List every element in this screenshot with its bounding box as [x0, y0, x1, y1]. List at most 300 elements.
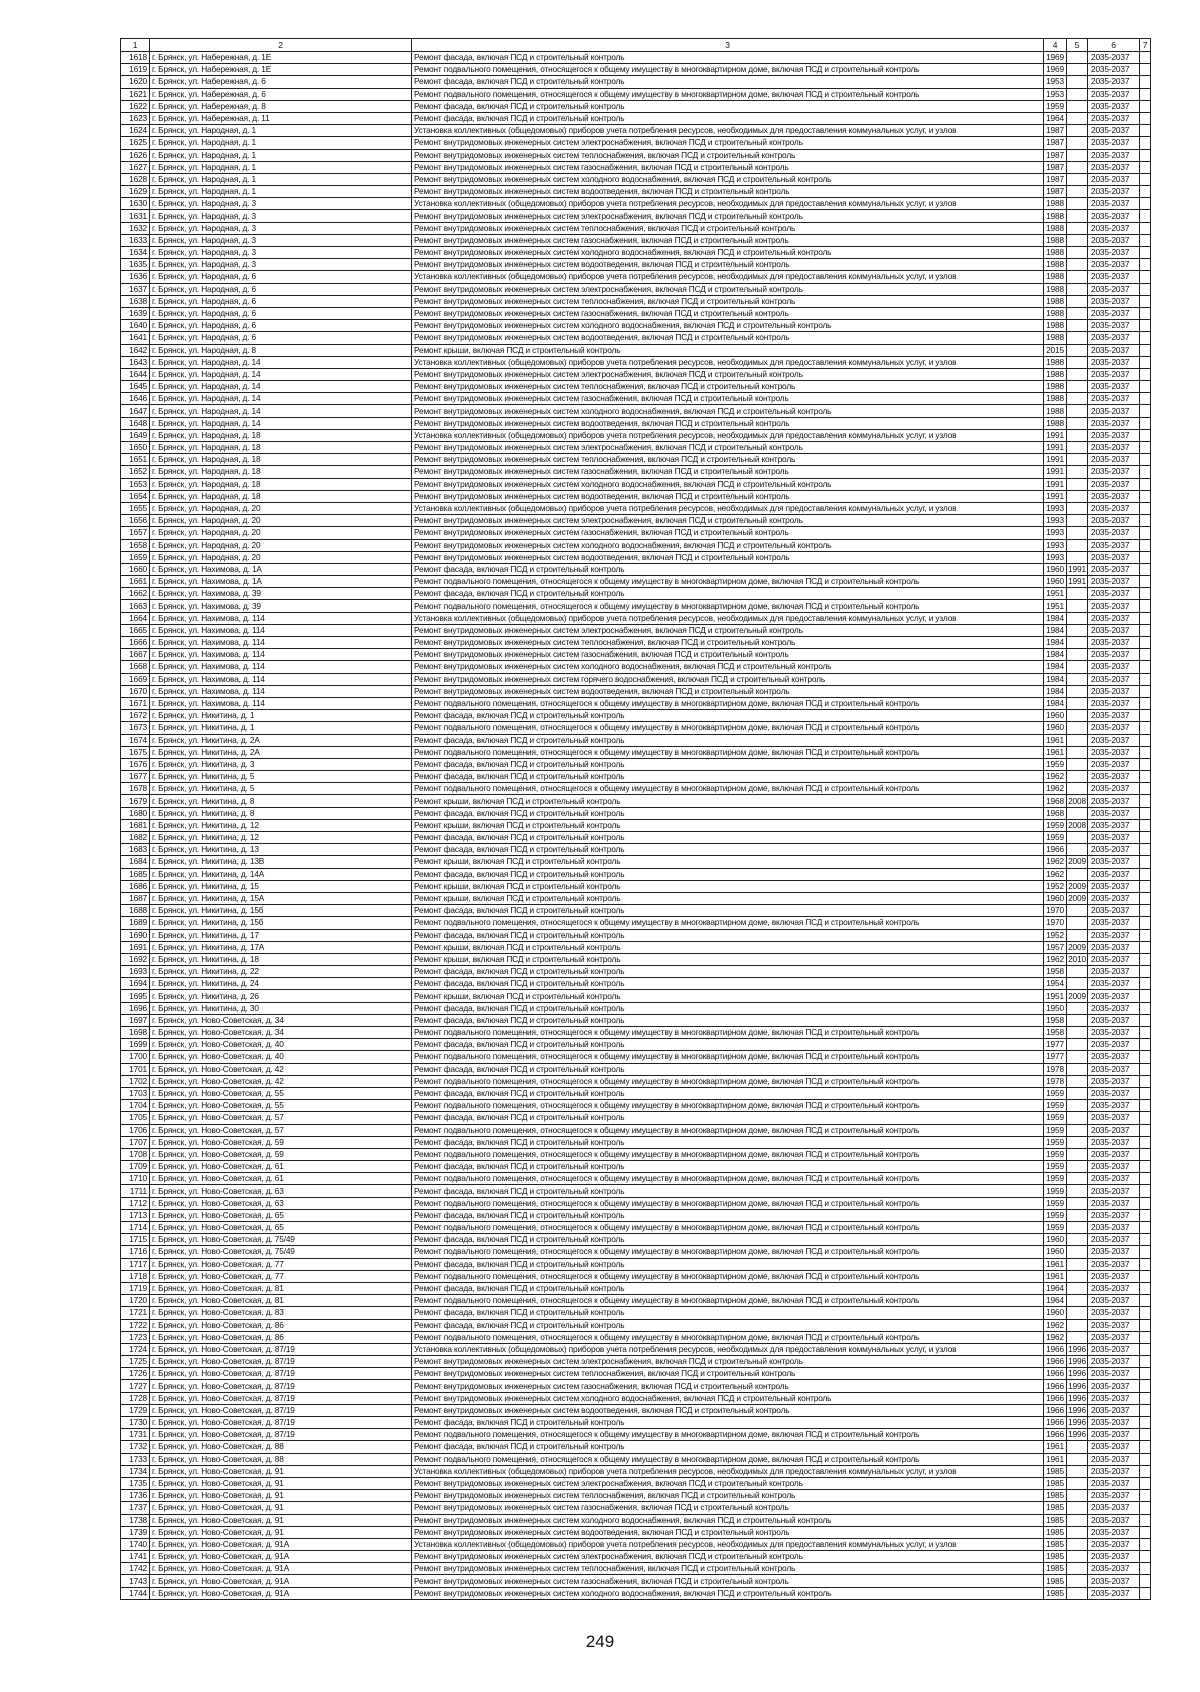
row-number: 1699: [121, 1039, 150, 1051]
build-year-cell: 1961: [1044, 746, 1067, 758]
last-repair-year-cell: [1067, 1526, 1088, 1538]
empty-col-7-cell: [1140, 1209, 1151, 1221]
planned-period-cell: 2035-2037: [1088, 112, 1140, 124]
address-cell: г. Брянск, ул. Ново-Советская, д. 77: [150, 1258, 412, 1270]
work-type-cell: Ремонт подвального помещения, относящегося к общему имуществу в многоквартирном доме, включая ПСД и строительный контроль: [412, 1075, 1044, 1087]
row-number: 1650: [121, 442, 150, 454]
address-cell: г. Брянск, ул. Народная, д. 20: [150, 515, 412, 527]
planned-period-cell: 2035-2037: [1088, 539, 1140, 551]
table-row: [121, 917, 1151, 929]
planned-period-cell: 2035-2037: [1088, 1258, 1140, 1270]
work-type-cell: Установка коллективных (общедомовых) приборов учета потребления ресурсов, необходимых для предоставления коммунальных услуг, и узлов: [412, 356, 1044, 368]
build-year-cell: 1987: [1044, 161, 1067, 173]
address-cell: г. Брянск, ул. Набережная, д. 1Е: [150, 64, 412, 76]
address-cell: г. Брянск, ул. Ново-Советская, д. 87/19: [150, 1380, 412, 1392]
planned-period-cell: 2035-2037: [1088, 844, 1140, 856]
planned-period-cell: 2035-2037: [1088, 1222, 1140, 1234]
row-number: 1657: [121, 527, 150, 539]
row-number: 1656: [121, 515, 150, 527]
address-cell: г. Брянск, ул. Народная, д. 1: [150, 173, 412, 185]
work-type-cell: Ремонт подвального помещения, относящегося к общему имуществу в многоквартирном доме, включая ПСД и строительный контроль: [412, 1429, 1044, 1441]
table-row: [121, 905, 1151, 917]
address-cell: г. Брянск, ул. Никитина, д. 13: [150, 844, 412, 856]
last-repair-year-cell: [1067, 356, 1088, 368]
table-row: [121, 161, 1151, 173]
address-cell: г. Брянск, ул. Народная, д. 3: [150, 234, 412, 246]
address-cell: г. Брянск, ул. Нахимова, д. 114: [150, 649, 412, 661]
last-repair-year-cell: 1996: [1068, 1404, 1086, 1415]
planned-period-cell: 2035-2037: [1088, 1319, 1140, 1331]
build-year-cell: 1959: [1044, 1161, 1067, 1173]
work-type-cell: Ремонт фасада, включая ПСД и строительный контроль: [412, 1039, 1044, 1051]
row-number: 1627: [121, 161, 150, 173]
address-cell: г. Брянск, ул. Ново-Советская, д. 83: [150, 1307, 412, 1319]
build-year-cell: 1954: [1044, 978, 1067, 990]
empty-col-7-cell: [1140, 173, 1151, 185]
address-cell: г. Брянск, ул. Народная, д. 18: [150, 478, 412, 490]
planned-period-cell: 2035-2037: [1088, 1465, 1140, 1477]
address-cell: г. Брянск, ул. Никитина, д. 22: [150, 966, 412, 978]
work-type-cell: Ремонт подвального помещения, относящегося к общему имуществу в многоквартирном доме, включая ПСД и строительный контроль: [412, 1246, 1044, 1258]
row-number: 1689: [121, 917, 150, 929]
work-type-cell: Ремонт внутридомовых инженерных систем холодного водоснабжения, включая ПСД и строительный контроль: [412, 1392, 1044, 1404]
table-row: [121, 1514, 1151, 1526]
work-type-cell: Ремонт подвального помещения, относящегося к общему имуществу в многоквартирном доме, включая ПСД и строительный контроль: [412, 1331, 1044, 1343]
planned-period-cell: 2035-2037: [1088, 1331, 1140, 1343]
address-cell: г. Брянск, ул. Народная, д. 6: [150, 320, 412, 332]
empty-col-7-cell: [1140, 52, 1151, 64]
empty-col-7-cell: [1140, 1100, 1151, 1112]
build-year-cell: 1952: [1044, 929, 1067, 941]
address-cell: г. Брянск, ул. Ново-Советская, д. 34: [150, 1027, 412, 1039]
last-repair-year-cell: 1996: [1068, 1429, 1086, 1440]
last-repair-year-cell: [1067, 832, 1088, 844]
row-number: 1626: [121, 149, 150, 161]
address-cell: г. Брянск, ул. Никитина, д. 30: [150, 1002, 412, 1014]
empty-col-7-cell: [1140, 1465, 1151, 1477]
build-year-cell: 1969: [1044, 64, 1067, 76]
address-cell: г. Брянск, ул. Ново-Советская, д. 91А: [150, 1551, 412, 1563]
last-repair-year-cell: 1996: [1068, 1343, 1086, 1354]
build-year-cell: 1993: [1044, 527, 1067, 539]
empty-col-7-cell: [1140, 673, 1151, 685]
last-repair-year-cell: [1067, 758, 1088, 770]
address-cell: г. Брянск, ул. Нахимова, д. 114: [150, 612, 412, 624]
empty-col-7-cell: [1140, 112, 1151, 124]
work-type-cell: Ремонт подвального помещения, относящегося к общему имуществу в многоквартирном доме, включая ПСД и строительный контроль: [412, 576, 1044, 588]
table-row: [121, 64, 1151, 76]
build-year-cell: 1970: [1044, 917, 1067, 929]
table-row: [121, 795, 1151, 807]
last-repair-year-cell: [1067, 1161, 1088, 1173]
empty-col-7-cell: [1140, 941, 1151, 953]
table-row: [121, 929, 1151, 941]
last-repair-year-cell: [1067, 1148, 1088, 1160]
last-repair-year-cell: [1067, 429, 1088, 441]
row-number: 1631: [121, 210, 150, 222]
row-number: 1733: [121, 1453, 150, 1465]
last-repair-year-cell: [1067, 649, 1088, 661]
address-cell: г. Брянск, ул. Нахимова, д. 114: [150, 685, 412, 697]
planned-period-cell: 2035-2037: [1088, 734, 1140, 746]
last-repair-year-cell: [1067, 1197, 1088, 1209]
table-row: [121, 478, 1151, 490]
build-year-cell: 1964: [1044, 1295, 1067, 1307]
planned-period-cell: 2035-2037: [1088, 929, 1140, 941]
address-cell: г. Брянск, ул. Народная, д. 18: [150, 454, 412, 466]
row-number: 1716: [121, 1246, 150, 1258]
empty-col-7-cell: [1140, 1136, 1151, 1148]
work-type-cell: Ремонт подвального помещения, относящегося к общему имуществу в многоквартирном доме, включая ПСД и строительный контроль: [412, 1100, 1044, 1112]
build-year-cell: 1991: [1044, 490, 1067, 502]
address-cell: г. Брянск, ул. Никитина, д. 17: [150, 929, 412, 941]
work-type-cell: Ремонт подвального помещения, относящегося к общему имуществу в многоквартирном доме, включая ПСД и строительный контроль: [412, 697, 1044, 709]
build-year-cell: 1984: [1044, 685, 1067, 697]
empty-col-7-cell: [1140, 1185, 1151, 1197]
row-number: 1619: [121, 64, 150, 76]
table-row: [121, 734, 1151, 746]
empty-col-7-cell: [1140, 247, 1151, 259]
last-repair-year-cell: [1067, 490, 1088, 502]
row-number: 1629: [121, 186, 150, 198]
work-type-cell: Ремонт внутридомовых инженерных систем горячего водоснабжения, включая ПСД и строительный контроль: [412, 673, 1044, 685]
table-row: [121, 490, 1151, 502]
table-row: [121, 758, 1151, 770]
row-number: 1727: [121, 1380, 150, 1392]
work-type-cell: Ремонт фасада, включая ПСД и строительный контроль: [412, 1234, 1044, 1246]
empty-col-7-cell: [1140, 1295, 1151, 1307]
table-row: [121, 1209, 1151, 1221]
row-number: 1704: [121, 1100, 150, 1112]
row-number: 1717: [121, 1258, 150, 1270]
last-repair-year-cell: [1067, 661, 1088, 673]
empty-col-7-cell: [1140, 783, 1151, 795]
row-number: 1630: [121, 198, 150, 210]
table-row: [121, 1319, 1151, 1331]
table-row: [121, 320, 1151, 332]
build-year-cell: 1961: [1044, 1453, 1067, 1465]
empty-col-7-cell: [1140, 1307, 1151, 1319]
table-row: [121, 685, 1151, 697]
build-year-cell: 1991: [1044, 478, 1067, 490]
empty-col-7-cell: [1140, 576, 1151, 588]
address-cell: г. Брянск, ул. Нахимова, д. 114: [150, 673, 412, 685]
row-number: 1691: [121, 941, 150, 953]
work-type-cell: Ремонт фасада, включая ПСД и строительный контроль: [412, 52, 1044, 64]
build-year-cell: 1977: [1044, 1039, 1067, 1051]
table-row: [121, 978, 1151, 990]
empty-col-7-cell: [1140, 734, 1151, 746]
last-repair-year-cell: [1067, 100, 1088, 112]
row-number: 1698: [121, 1027, 150, 1039]
build-year-cell: 1985: [1044, 1514, 1067, 1526]
planned-period-cell: 2035-2037: [1088, 953, 1140, 965]
work-type-cell: Ремонт фасада, включая ПСД и строительный контроль: [412, 100, 1044, 112]
build-year-cell: 1966: [1044, 844, 1067, 856]
planned-period-cell: 2035-2037: [1088, 368, 1140, 380]
planned-period-cell: 2035-2037: [1088, 1307, 1140, 1319]
last-repair-year-cell: [1067, 1514, 1088, 1526]
last-repair-year-cell: 2009: [1068, 893, 1086, 904]
last-repair-year-cell: 1996: [1068, 1392, 1086, 1403]
last-repair-year-cell: [1067, 161, 1088, 173]
table-row: [121, 1027, 1151, 1039]
work-type-cell: Ремонт фасада, включая ПСД и строительный контроль: [412, 1417, 1044, 1429]
table-row: [121, 1490, 1151, 1502]
build-year-cell: 1988: [1044, 332, 1067, 344]
address-cell: г. Брянск, ул. Ново-Советская, д. 91А: [150, 1587, 412, 1599]
table-row: [121, 807, 1151, 819]
empty-col-7-cell: [1140, 100, 1151, 112]
row-number: 1744: [121, 1587, 150, 1599]
work-type-cell: Ремонт фасада, включая ПСД и строительный контроль: [412, 76, 1044, 88]
table-row: [121, 1234, 1151, 1246]
empty-col-7-cell: [1140, 1368, 1151, 1380]
address-cell: г. Брянск, ул. Ново-Советская, д. 77: [150, 1270, 412, 1282]
empty-col-7-cell: [1140, 1404, 1151, 1416]
planned-period-cell: 2035-2037: [1088, 1075, 1140, 1087]
address-cell: г. Брянск, ул. Народная, д. 6: [150, 332, 412, 344]
table-row: [121, 722, 1151, 734]
row-number: 1643: [121, 356, 150, 368]
work-type-cell: Ремонт подвального помещения, относящегося к общему имуществу в многоквартирном доме, включая ПСД и строительный контроль: [412, 1148, 1044, 1160]
row-number: 1620: [121, 76, 150, 88]
address-cell: г. Брянск, ул. Народная, д. 14: [150, 393, 412, 405]
planned-period-cell: 2035-2037: [1088, 52, 1140, 64]
address-cell: г. Брянск, ул. Никитина, д. 5: [150, 771, 412, 783]
table-row: [121, 1538, 1151, 1550]
work-type-cell: Ремонт внутридомовых инженерных систем электроснабжения, включая ПСД и строительный контроль: [412, 515, 1044, 527]
work-type-cell: Ремонт подвального помещения, относящегося к общему имуществу в многоквартирном доме, включая ПСД и строительный контроль: [412, 600, 1044, 612]
row-number: 1718: [121, 1270, 150, 1282]
row-number: 1653: [121, 478, 150, 490]
table-row: [121, 1222, 1151, 1234]
address-cell: г. Брянск, ул. Ново-Советская, д. 81: [150, 1295, 412, 1307]
build-year-cell: 1991: [1044, 466, 1067, 478]
table-row: [121, 576, 1151, 588]
row-number: 1701: [121, 1063, 150, 1075]
address-cell: г. Брянск, ул. Нахимова, д. 1А: [150, 563, 412, 575]
row-number: 1687: [121, 892, 150, 904]
last-repair-year-cell: [1067, 527, 1088, 539]
row-number: 1658: [121, 539, 150, 551]
address-cell: г. Брянск, ул. Народная, д. 20: [150, 527, 412, 539]
work-type-cell: Ремонт внутридомовых инженерных систем холодного водоснабжения, включая ПСД и строительный контроль: [412, 405, 1044, 417]
row-number: 1736: [121, 1490, 150, 1502]
empty-col-7-cell: [1140, 1563, 1151, 1575]
empty-col-7-cell: [1140, 527, 1151, 539]
work-type-cell: Ремонт фасада, включая ПСД и строительный контроль: [412, 1209, 1044, 1221]
last-repair-year-cell: 2009: [1068, 990, 1086, 1001]
planned-period-cell: 2035-2037: [1088, 1538, 1140, 1550]
empty-col-7-cell: [1140, 1417, 1151, 1429]
build-year-cell: 1959: [1044, 100, 1067, 112]
build-year-cell: 1966: [1044, 1392, 1067, 1404]
build-year-cell: 1987: [1044, 125, 1067, 137]
table-row: [121, 1587, 1151, 1599]
address-cell: г. Брянск, ул. Никитина, д. 8: [150, 795, 412, 807]
table-row: [121, 149, 1151, 161]
last-repair-year-cell: [1067, 612, 1088, 624]
planned-period-cell: 2035-2037: [1088, 832, 1140, 844]
planned-period-cell: 2035-2037: [1088, 758, 1140, 770]
empty-col-7-cell: [1140, 320, 1151, 332]
table-row: [121, 234, 1151, 246]
empty-col-7-cell: [1140, 137, 1151, 149]
empty-col-7-cell: [1140, 807, 1151, 819]
empty-col-7-cell: [1140, 868, 1151, 880]
row-number: 1636: [121, 271, 150, 283]
table-row: [121, 624, 1151, 636]
empty-col-7-cell: [1140, 600, 1151, 612]
last-repair-year-cell: 1996: [1068, 1417, 1086, 1428]
empty-col-7-cell: [1140, 1429, 1151, 1441]
build-year-cell: 1962: [1044, 771, 1067, 783]
address-cell: г. Брянск, ул. Набережная, д. 6: [150, 76, 412, 88]
header-col-2: 2: [150, 39, 412, 52]
address-cell: г. Брянск, ул. Ново-Советская, д. 57: [150, 1112, 412, 1124]
last-repair-year-cell: [1067, 966, 1088, 978]
address-cell: г. Брянск, ул. Никитина, д. 1: [150, 710, 412, 722]
build-year-cell: 1988: [1044, 295, 1067, 307]
planned-period-cell: 2035-2037: [1088, 673, 1140, 685]
work-type-cell: Ремонт внутридомовых инженерных систем водоотведения, включая ПСД и строительный контроль: [412, 490, 1044, 502]
empty-col-7-cell: [1140, 1392, 1151, 1404]
table-row: [121, 527, 1151, 539]
work-type-cell: Ремонт внутридомовых инженерных систем водоотведения, включая ПСД и строительный контроль: [412, 551, 1044, 563]
address-cell: г. Брянск, ул. Никитина, д. 1: [150, 722, 412, 734]
planned-period-cell: 2035-2037: [1088, 917, 1140, 929]
planned-period-cell: 2035-2037: [1088, 454, 1140, 466]
build-year-cell: 1988: [1044, 393, 1067, 405]
table-row: [121, 844, 1151, 856]
build-year-cell: 1961: [1044, 1258, 1067, 1270]
table-row: [121, 52, 1151, 64]
row-number: 1669: [121, 673, 150, 685]
last-repair-year-cell: [1067, 442, 1088, 454]
address-cell: г. Брянск, ул. Никитина, д. 13В: [150, 856, 412, 868]
last-repair-year-cell: [1067, 88, 1088, 100]
build-year-cell: 1993: [1044, 539, 1067, 551]
address-cell: г. Брянск, ул. Ново-Советская, д. 87/19: [150, 1368, 412, 1380]
row-number: 1742: [121, 1563, 150, 1575]
table-row: [121, 417, 1151, 429]
empty-col-7-cell: [1140, 1087, 1151, 1099]
work-type-cell: Ремонт фасада, включая ПСД и строительный контроль: [412, 1136, 1044, 1148]
address-cell: г. Брянск, ул. Народная, д. 18: [150, 442, 412, 454]
address-cell: г. Брянск, ул. Народная, д. 20: [150, 539, 412, 551]
planned-period-cell: 2035-2037: [1088, 990, 1140, 1002]
address-cell: г. Брянск, ул. Ново-Советская, д. 42: [150, 1063, 412, 1075]
table-row: [121, 368, 1151, 380]
build-year-cell: 1958: [1044, 1014, 1067, 1026]
row-number: 1668: [121, 661, 150, 673]
row-number: 1648: [121, 417, 150, 429]
row-number: 1740: [121, 1538, 150, 1550]
last-repair-year-cell: 1991: [1068, 563, 1086, 574]
row-number: 1655: [121, 502, 150, 514]
build-year-cell: 1978: [1044, 1063, 1067, 1075]
build-year-cell: 1988: [1044, 356, 1067, 368]
work-type-cell: Ремонт внутридомовых инженерных систем теплоснабжения, включая ПСД и строительный контроль: [412, 1490, 1044, 1502]
row-number: 1722: [121, 1319, 150, 1331]
row-number: 1688: [121, 905, 150, 917]
last-repair-year-cell: [1067, 929, 1088, 941]
header-col-1: 1: [121, 39, 150, 52]
empty-col-7-cell: [1140, 966, 1151, 978]
planned-period-cell: 2035-2037: [1088, 1575, 1140, 1587]
row-number: 1621: [121, 88, 150, 100]
row-number: 1628: [121, 173, 150, 185]
build-year-cell: 1959: [1044, 1112, 1067, 1124]
row-number: 1624: [121, 125, 150, 137]
build-year-cell: 1988: [1044, 247, 1067, 259]
planned-period-cell: 2035-2037: [1088, 466, 1140, 478]
row-number: 1720: [121, 1295, 150, 1307]
row-number: 1644: [121, 368, 150, 380]
table-row: [121, 1356, 1151, 1368]
planned-period-cell: 2035-2037: [1088, 1551, 1140, 1563]
work-type-cell: Ремонт фасада, включая ПСД и строительный контроль: [412, 771, 1044, 783]
empty-col-7-cell: [1140, 1246, 1151, 1258]
last-repair-year-cell: [1067, 502, 1088, 514]
work-type-cell: Ремонт внутридомовых инженерных систем теплоснабжения, включая ПСД и строительный контроль: [412, 637, 1044, 649]
last-repair-year-cell: [1067, 588, 1088, 600]
planned-period-cell: 2035-2037: [1088, 576, 1140, 588]
empty-col-7-cell: [1140, 771, 1151, 783]
address-cell: г. Брянск, ул. Никитина, д. 15б: [150, 917, 412, 929]
address-cell: г. Брянск, ул. Ново-Советская, д. 91А: [150, 1563, 412, 1575]
header-row: [121, 39, 1151, 52]
work-type-cell: Ремонт внутридомовых инженерных систем водоотведения, включая ПСД и строительный контроль: [412, 186, 1044, 198]
last-repair-year-cell: [1067, 137, 1088, 149]
empty-col-7-cell: [1140, 210, 1151, 222]
table-row: [121, 941, 1151, 953]
address-cell: г. Брянск, ул. Ново-Советская, д. 34: [150, 1014, 412, 1026]
planned-period-cell: 2035-2037: [1088, 1502, 1140, 1514]
build-year-cell: 1985: [1044, 1575, 1067, 1587]
last-repair-year-cell: [1067, 1453, 1088, 1465]
empty-col-7-cell: [1140, 344, 1151, 356]
last-repair-year-cell: [1067, 173, 1088, 185]
work-type-cell: Ремонт фасада, включая ПСД и строительный контроль: [412, 1258, 1044, 1270]
empty-col-7-cell: [1140, 442, 1151, 454]
planned-period-cell: 2035-2037: [1088, 198, 1140, 210]
empty-col-7-cell: [1140, 490, 1151, 502]
work-type-cell: Ремонт фасада, включая ПСД и строительный контроль: [412, 844, 1044, 856]
row-number: 1685: [121, 868, 150, 880]
planned-period-cell: 2035-2037: [1088, 478, 1140, 490]
build-year-cell: 1985: [1044, 1502, 1067, 1514]
planned-period-cell: 2035-2037: [1088, 1185, 1140, 1197]
work-type-cell: Ремонт подвального помещения, относящегося к общему имуществу в многоквартирном доме, включая ПСД и строительный контроль: [412, 1124, 1044, 1136]
last-repair-year-cell: [1067, 539, 1088, 551]
last-repair-year-cell: 2008: [1068, 819, 1086, 830]
work-type-cell: Ремонт внутридомовых инженерных систем холодного водоснабжения, включая ПСД и строительный контроль: [412, 478, 1044, 490]
table-row: [121, 551, 1151, 563]
work-type-cell: Ремонт внутридомовых инженерных систем холодного водоснабжения, включая ПСД и строительный контроль: [412, 320, 1044, 332]
build-year-cell: 1959: [1044, 1136, 1067, 1148]
table-row: [121, 210, 1151, 222]
last-repair-year-cell: [1067, 1587, 1088, 1599]
work-type-cell: Ремонт фасада, включая ПСД и строительный контроль: [412, 1063, 1044, 1075]
work-type-cell: Ремонт внутридомовых инженерных систем водоотведения, включая ПСД и строительный контроль: [412, 685, 1044, 697]
empty-col-7-cell: [1140, 1063, 1151, 1075]
row-number: 1730: [121, 1417, 150, 1429]
table-row: [121, 612, 1151, 624]
planned-period-cell: 2035-2037: [1088, 868, 1140, 880]
work-type-cell: Ремонт внутридомовых инженерных систем теплоснабжения, включая ПСД и строительный контроль: [412, 1563, 1044, 1575]
